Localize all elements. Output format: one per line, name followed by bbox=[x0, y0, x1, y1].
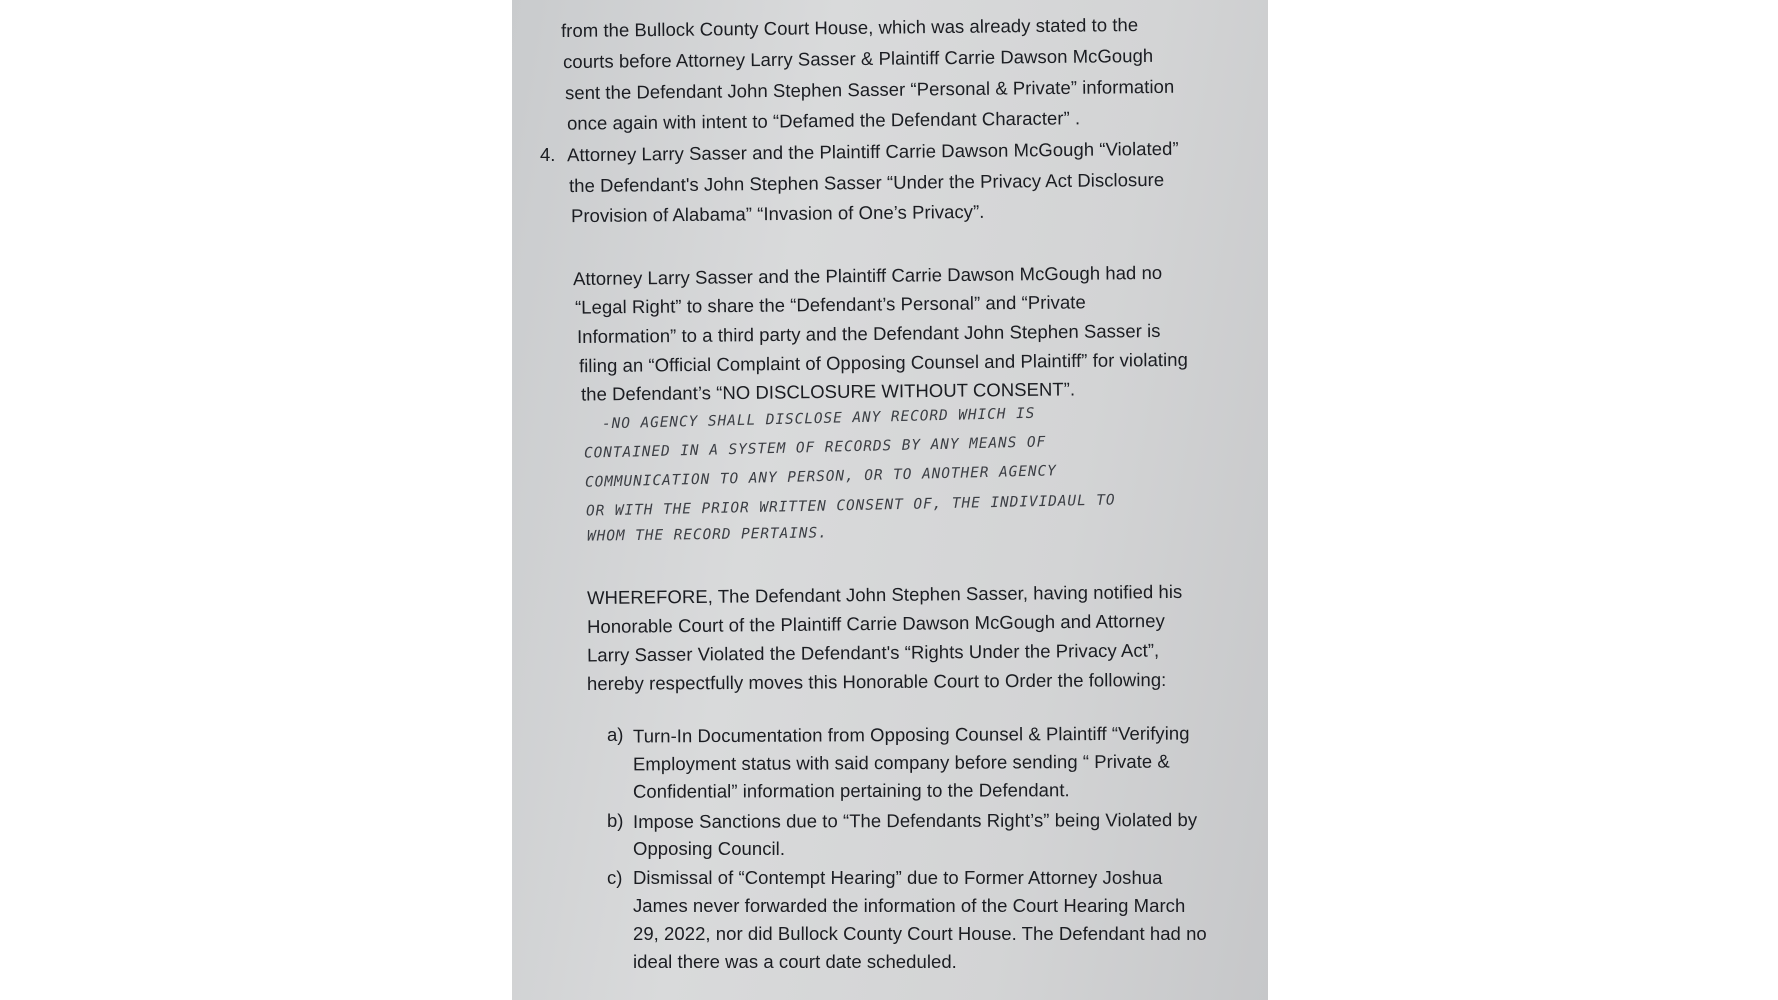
privacy-paragraph-line: filing an “Official Complaint of Opposing Counsel and Plaintiff” for violating bbox=[578, 348, 1188, 377]
order-c-line: 29, 2022, nor did Bullock County Court House. The Defendant had no bbox=[633, 923, 1207, 944]
wherefore-line: Larry Sasser Violated the Defendant's “Rights Under the Privacy Act”, bbox=[586, 639, 1160, 666]
item-number: 4. bbox=[540, 144, 556, 165]
privacy-paragraph-line: Attorney Larry Sasser and the Plaintiff Carrie Dawson McGough had no bbox=[572, 261, 1163, 290]
order-b-line: Impose Sanctions due to “The Defendants Right’s” being Violated by bbox=[632, 809, 1198, 832]
handwritten-line: OR WITH THE PRIOR WRITTEN CONSENT OF, THE INDIVIDAUL TO bbox=[585, 492, 1116, 520]
item-4-line: Provision of Alabama” “Invasion of One’s Privacy”. bbox=[570, 200, 985, 227]
order-a-line: Employment status with said company before sending “ Private & bbox=[632, 750, 1170, 775]
wherefore-line: Honorable Court of the Plaintiff Carrie Dawson McGough and Attorney bbox=[586, 609, 1165, 638]
item-4-line: the Defendant's John Stephen Sasser “Under the Privacy Act Disclosure bbox=[568, 168, 1165, 197]
order-c-line: ideal there was a court date scheduled. bbox=[633, 951, 957, 972]
paragraph-line: sent the Defendant John Stephen Sasser “Personal & Private” information bbox=[564, 75, 1175, 104]
privacy-paragraph-line: “Legal Right” to share the “Defendant’s Personal” and “Private bbox=[574, 291, 1086, 318]
handwritten-line: CONTAINED IN A SYSTEM OF RECORDS BY ANY MEANS OF bbox=[583, 434, 1047, 462]
handwritten-line: -NO AGENCY SHALL DISCLOSE ANY RECORD WHICH IS bbox=[601, 405, 1036, 433]
paragraph-line: from the Bullock County Court House, which was already stated to the bbox=[560, 13, 1139, 42]
order-marker: a) bbox=[607, 724, 624, 745]
privacy-paragraph-line: the Defendant’s “NO DISCLOSURE WITHOUT CONSENT”. bbox=[580, 378, 1076, 405]
item-4-line: Attorney Larry Sasser and the Plaintiff Carrie Dawson McGough “Violated” bbox=[566, 137, 1179, 166]
wherefore-line: WHEREFORE, The Defendant John Stephen Sasser, having notified his bbox=[586, 580, 1183, 609]
paragraph-line: courts before Attorney Larry Sasser & Plaintiff Carrie Dawson McGough bbox=[562, 44, 1154, 73]
order-a-line: Turn-In Documentation from Opposing Counsel & Plaintiff “Verifying bbox=[632, 722, 1190, 747]
paragraph-line: once again with intent to “Defamed the Defendant Character” . bbox=[566, 107, 1081, 134]
handwritten-line: COMMUNICATION TO ANY PERSON, OR TO ANOTHER AGENCY bbox=[584, 463, 1057, 491]
document-page bbox=[512, 0, 1268, 1000]
order-b-line: Opposing Council. bbox=[633, 838, 786, 859]
privacy-paragraph-line: Information” to a third party and the Defendant John Stephen Sasser is bbox=[576, 319, 1161, 348]
order-marker: c) bbox=[607, 867, 623, 888]
order-marker: b) bbox=[607, 810, 624, 831]
order-a-line: Confidential” information pertaining to the Defendant. bbox=[632, 779, 1070, 802]
handwritten-line: WHOM THE RECORD PERTAINS. bbox=[586, 525, 828, 545]
order-c-line: Dismissal of “Contempt Hearing” due to Former Attorney Joshua bbox=[633, 867, 1163, 888]
order-c-line: James never forwarded the information of the Court Hearing March bbox=[633, 895, 1186, 916]
wherefore-line: hereby respectfully moves this Honorable Court to Order the following: bbox=[586, 668, 1167, 695]
